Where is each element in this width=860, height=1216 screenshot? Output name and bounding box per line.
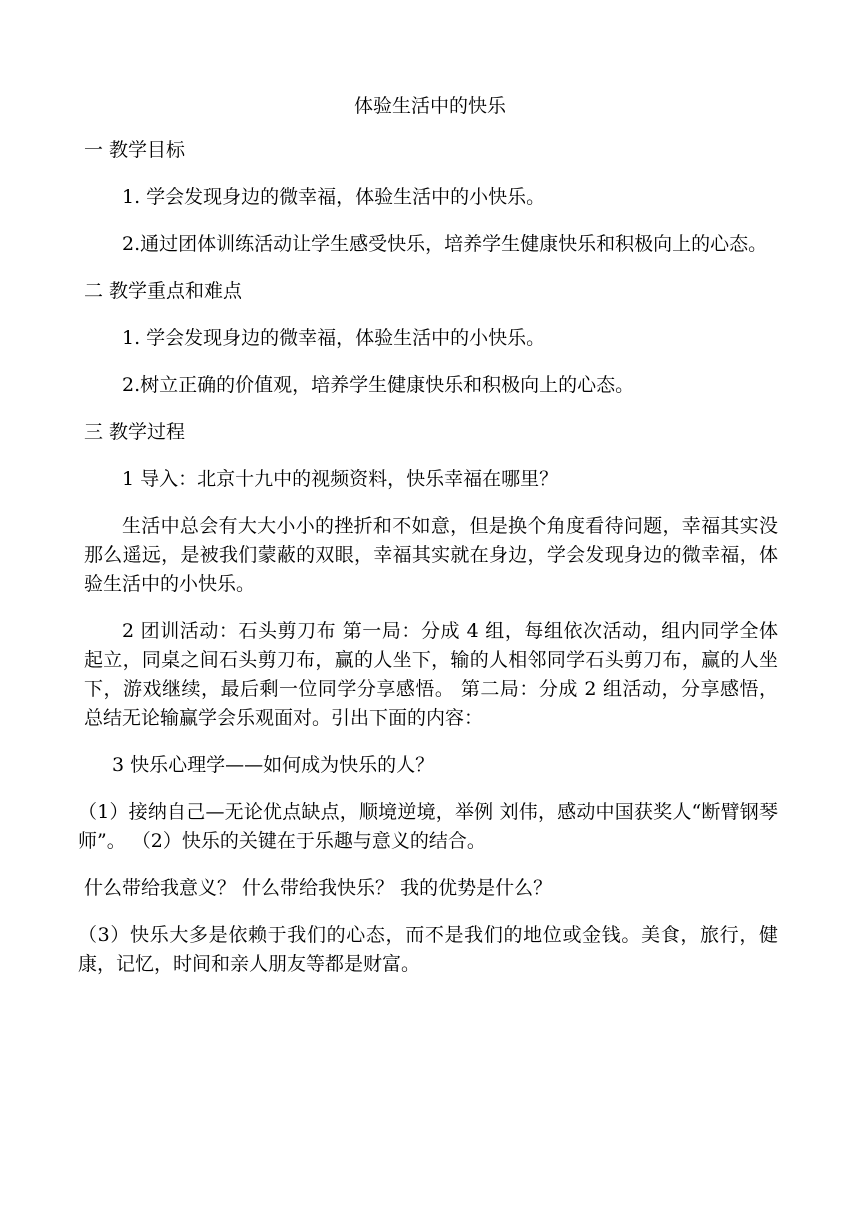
- process-activity: 2 团训活动：石头剪刀布 第一局：分成 4 组，每组依次活动，组内同学全体起立，同桌之间石头剪刀布，赢的人坐下，输的人相邻同学石头剪刀布，赢的人坐下，游戏继续，最后剩一位同学分享感悟。 第二局：分成 2 组活动，分享感悟，总结无论输赢学会乐观面对。引出下面的内容：: [84, 620, 778, 729]
- section-heading-process: 三 教学过程: [84, 421, 186, 443]
- section-heading-objectives: 一 教学目标: [84, 139, 186, 161]
- key-point-2: 2.树立正确的价值观，培养学生健康快乐和积极向上的心态。: [122, 374, 635, 396]
- process-intro-text: 生活中总会有大大小小的挫折和不如意，但是换个角度看待问题，幸福其实没那么遥远，是被我们蒙蔽的双眼，幸福其实就在身边，学会发现身边的微幸福，体验生活中的小快乐。: [84, 515, 778, 595]
- key-point-1: 1. 学会发现身边的微幸福，体验生活中的小快乐。: [122, 327, 546, 349]
- document-body: [78, 136, 778, 997]
- process-psychology: 3 快乐心理学——如何成为快乐的人？: [112, 754, 435, 776]
- process-questions: 什么带给我意义？ 什么带给我快乐？ 我的优势是什么？: [84, 877, 553, 899]
- process-intro: 1 导入：北京十九中的视频资料，快乐幸福在哪里？: [122, 468, 559, 490]
- process-point-1-2: （1）接纳自己—无论优点缺点，顺境逆境，举例 刘伟，感动中国获奖人“断臂钢琴师”。 （2）快乐的关键在于乐趣与意义的结合。: [78, 801, 778, 852]
- objective-1: 1. 学会发现身边的微幸福，体验生活中的小快乐。: [122, 186, 546, 208]
- objective-2: 2.通过团体训练活动让学生感受快乐，培养学生健康快乐和积极向上的心态。: [122, 233, 768, 255]
- process-point-3: （3）快乐大多是依赖于我们的心态，而不是我们的地位或金钱。美食，旅行，健康，记忆，时间和亲人朋友等都是财富。: [78, 924, 778, 975]
- section-heading-key-points: 二 教学重点和难点: [84, 280, 243, 302]
- document-title: 体验生活中的快乐: [353, 95, 506, 117]
